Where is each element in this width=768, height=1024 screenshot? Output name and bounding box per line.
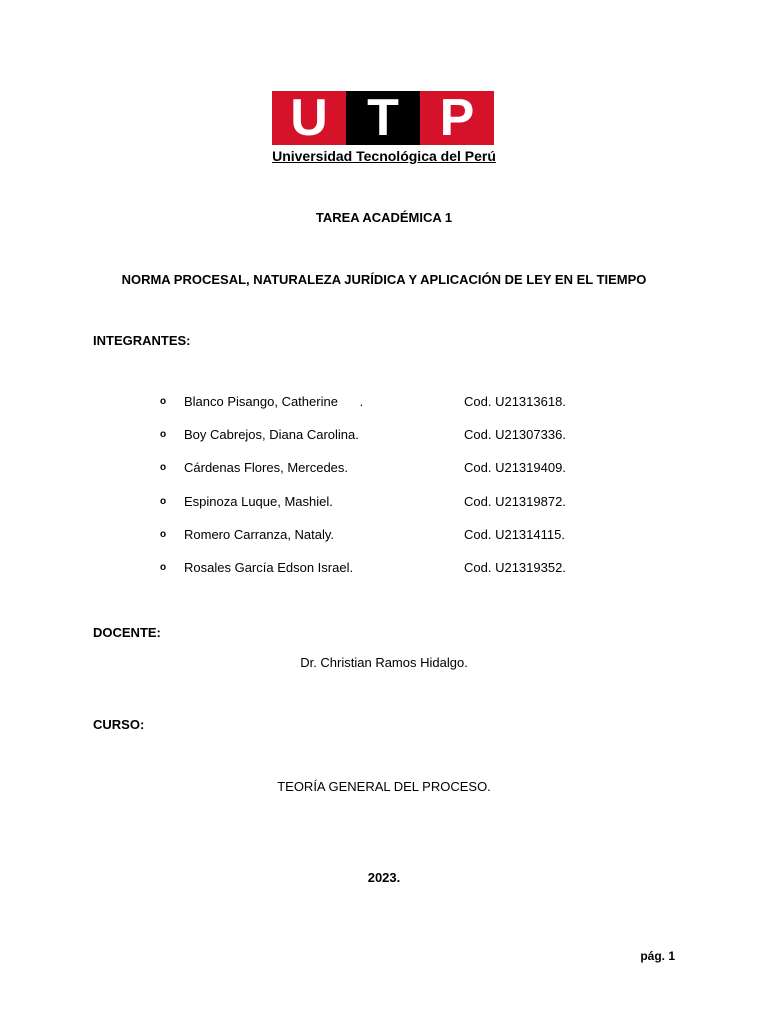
bullet-icon: o: [160, 562, 167, 573]
year: 2023.: [367, 870, 401, 885]
logo-letter-p: P: [420, 91, 494, 145]
bullet-icon: o: [160, 462, 167, 473]
member-name: Espinoza Luque, Mashiel.: [184, 494, 333, 509]
teacher-label: DOCENTE:: [93, 625, 161, 640]
member-code: Cod. U21319872.: [464, 494, 566, 509]
bullet-icon: o: [160, 496, 167, 507]
teacher-name: Dr. Christian Ramos Hidalgo.: [300, 655, 468, 670]
list-item: [0, 527, 768, 545]
list-item: [0, 427, 768, 445]
page-number: pág. 1: [640, 949, 675, 963]
list-item: [0, 494, 768, 512]
university-name: Universidad Tecnológica del Perú: [272, 148, 496, 164]
member-code: Cod. U21314115.: [464, 527, 565, 542]
member-code: Cod. U21319409.: [464, 460, 566, 475]
member-name: Cárdenas Flores, Mercedes.: [184, 460, 349, 475]
bullet-icon: o: [160, 396, 167, 407]
member-code: Cod. U21307336.: [464, 427, 566, 442]
member-name: Romero Carranza, Nataly.: [184, 527, 335, 542]
bullet-icon: o: [160, 529, 167, 540]
member-name: Rosales García Edson Israel.: [184, 560, 354, 575]
member-name: Boy Cabrejos, Diana Carolina.: [184, 427, 359, 442]
utp-logo: [272, 91, 494, 145]
list-item: [0, 394, 768, 412]
logo-letter-t: T: [346, 91, 420, 145]
logo-letter-u: U: [272, 91, 346, 145]
assignment-title: TAREA ACADÉMICA 1: [315, 210, 453, 225]
course-label: CURSO:: [93, 717, 145, 732]
member-code: Cod. U21313618.: [464, 394, 566, 409]
topic-title: NORMA PROCESAL, NATURALEZA JURÍDICA Y APLICACIÓN DE LEY EN EL TIEMPO: [121, 272, 647, 287]
list-item: [0, 560, 768, 578]
member-name: Blanco Pisango, Catherine .: [184, 394, 364, 409]
member-code: Cod. U21319352.: [464, 560, 566, 575]
list-item: [0, 460, 768, 478]
members-label: INTEGRANTES:: [93, 333, 191, 348]
bullet-icon: o: [160, 429, 167, 440]
course-name: TEORÍA GENERAL DEL PROCESO.: [277, 779, 491, 794]
